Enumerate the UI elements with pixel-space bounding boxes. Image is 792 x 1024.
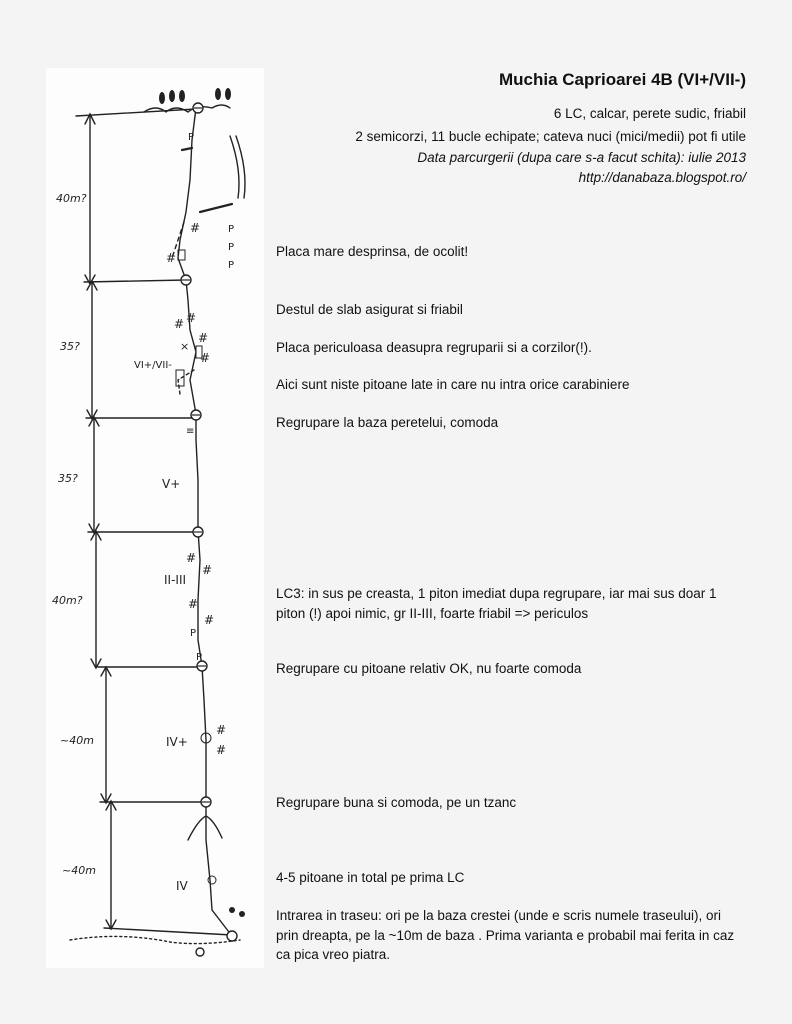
svg-text:#: #	[202, 563, 213, 577]
svg-text:P: P	[228, 260, 235, 271]
svg-text:P: P	[228, 224, 235, 235]
grade-label: IV+	[166, 735, 188, 749]
svg-text:#: #	[216, 723, 227, 737]
svg-text:P: P	[196, 652, 203, 663]
svg-text:#: #	[216, 743, 227, 757]
topo-note: Placa mare desprinsa, de ocolit!	[276, 244, 469, 259]
pitch-length-label: ~40m	[62, 864, 96, 877]
route-date-line: Data parcurgerii (dupa care s-a facut schita): iulie 2013	[417, 150, 746, 165]
svg-text:#: #	[204, 613, 215, 627]
topo-note: Intrarea in traseu: ori pe la baza crestei (unde e scris numele traseului), ori prin dreapta, pe la ~10m de baza . Prima varianta e probabil mai ferita in caz ca pica vreo piatra.	[276, 908, 735, 962]
pitch-length-label: 40m?	[56, 192, 87, 205]
belay-line	[104, 928, 232, 935]
route-source-url: http://danabaza.blogspot.ro/	[578, 170, 746, 185]
topo-note: Regrupare buna si comoda, pe un tzanc	[276, 795, 517, 810]
grade-label: IV	[176, 879, 188, 893]
svg-text:#: #	[186, 551, 197, 565]
svg-text:#: #	[188, 597, 199, 611]
grade-label: VI+/VII-	[134, 360, 172, 371]
topo-note: Aici sunt niste pitoane late in care nu intra orice carabiniere	[276, 377, 630, 392]
topo-note: Destul de slab asigurat si friabil	[276, 302, 463, 317]
svg-text:#: #	[174, 317, 185, 331]
svg-text:#: #	[166, 251, 177, 265]
belay-line	[76, 109, 196, 116]
pitch-length-label: 40m?	[52, 594, 83, 607]
route-info-line: 6 LC, calcar, perete sudic, friabil	[553, 106, 746, 121]
svg-text:#: #	[198, 331, 209, 345]
topo-note: Regrupare la baza peretelui, comoda	[276, 415, 499, 430]
svg-text:P: P	[228, 242, 235, 253]
grade-label: V+	[162, 477, 181, 491]
svg-text:#: #	[186, 311, 197, 325]
svg-text:#: #	[190, 221, 201, 235]
pitch-length-label: 35?	[60, 340, 80, 353]
belay-line	[84, 280, 186, 282]
pitch-length-label: ~40m	[60, 734, 94, 747]
pitch-length-label: 35?	[58, 472, 78, 485]
grade-label: II-III	[164, 573, 187, 587]
svg-text:P: P	[188, 132, 195, 143]
topo-note: Regrupare cu pitoane relativ OK, nu foarte comoda	[276, 661, 582, 676]
topo-note: Placa periculoasa deasupra regruparii si a corzilor(!).	[276, 340, 592, 355]
svg-text:#: #	[200, 351, 211, 365]
svg-text:×: ×	[180, 340, 190, 353]
svg-text:≡: ≡	[186, 426, 195, 437]
route-title: Muchia Caprioarei 4B (VI+/VII-)	[498, 70, 746, 89]
topo-note: 4-5 pitoane in total pe prima LC	[276, 870, 465, 885]
topo-note: LC3: in sus pe creasta, 1 piton imediat dupa regrupare, iar mai sus doar 1 piton (!) apoi nimic, gr II-III, foarte friabil => periculos	[276, 586, 717, 621]
route-info-line: 2 semicorzi, 11 bucle echipate; cateva nuci (mici/medii) pot fi utile	[355, 129, 746, 144]
svg-text:P: P	[190, 628, 197, 639]
